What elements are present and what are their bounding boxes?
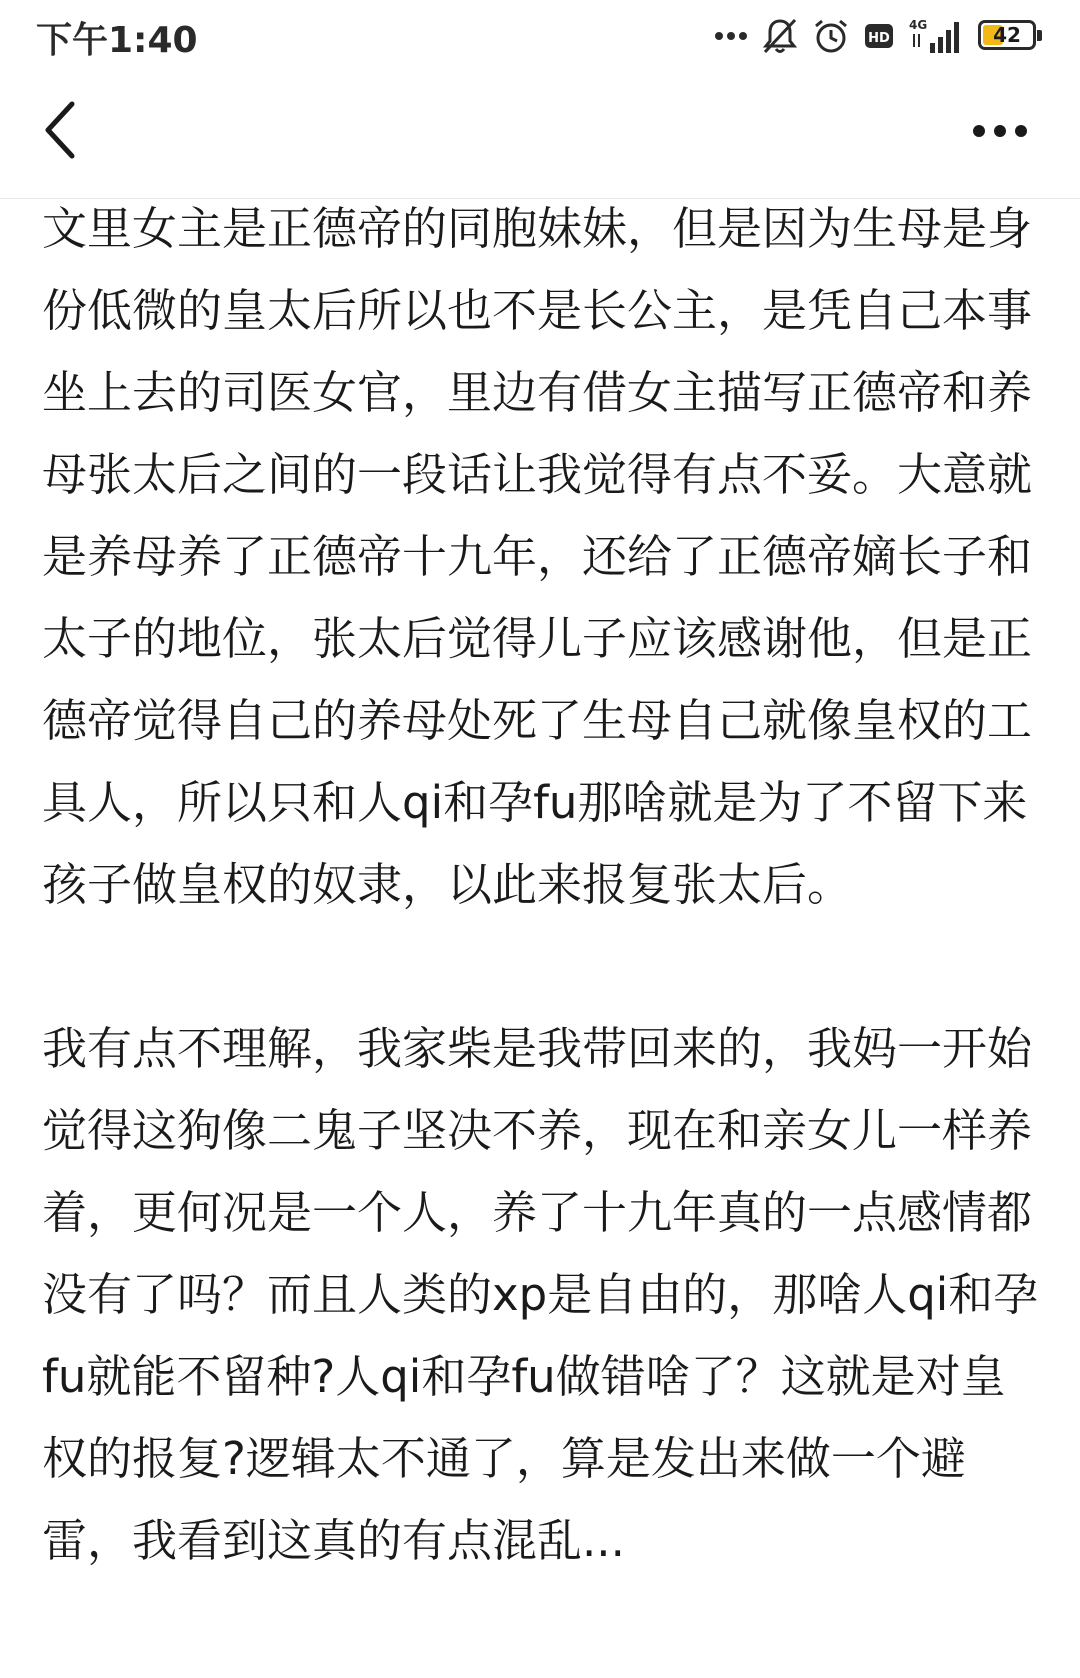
svg-text:HD: HD (868, 31, 890, 46)
paragraph-spacer (42, 926, 1042, 1008)
signal-icon (908, 17, 964, 55)
more-options-button[interactable] (960, 92, 1040, 172)
mute-icon (762, 17, 798, 55)
alarm-icon (812, 17, 850, 55)
network-label: 4G (909, 18, 928, 32)
more-dots-icon (714, 31, 748, 41)
hd-icon (864, 21, 894, 51)
status-icons (714, 14, 1044, 58)
nav-bar (0, 70, 1080, 199)
battery-icon (978, 20, 1044, 52)
status-time: 下午1:40 (36, 20, 198, 61)
chevron-left-icon (40, 100, 80, 164)
article-paragraph: 文里女主是正德帝的同胞妹妹，但是因为生母是身份低微的皇太后所以也不是长公主，是凭自己本事坐上去的司医女官，里边有借女主描写正德帝和养母张太后之间的一段话让我觉得有点不妥。大意就是养母养了正德帝十九年，还给了正德帝嫡长子和太子的地位，张太后觉得儿子应该感谢他，但是正德帝觉得自己的养母处死了生母自己就像皇权的工具人，所以只和人qi和孕fu那啥就是为了不留下来孩子做皇权的奴隶，以此来报复张太后。 (42, 202, 1033, 911)
more-horizontal-icon (972, 123, 1028, 142)
battery-level: 42 (993, 23, 1021, 47)
back-button[interactable] (20, 92, 100, 172)
article-body (42, 188, 1042, 1582)
article-paragraph: 我有点不理解，我家柴是我带回来的，我妈一开始觉得这狗像二鬼子坚决不养，现在和亲女儿一样养着，更何况是一个人，养了十九年真的一点感情都没有了吗？而且人类的xp是自由的，那啥人qi和孕fu就能不留种?人qi和孕fu做错啥了？这就是对皇权的报复?逻辑太不通了，算是发出来做一个避雷，我看到这真的有点混乱... (42, 1022, 1039, 1567)
status-bar (0, 0, 1080, 70)
